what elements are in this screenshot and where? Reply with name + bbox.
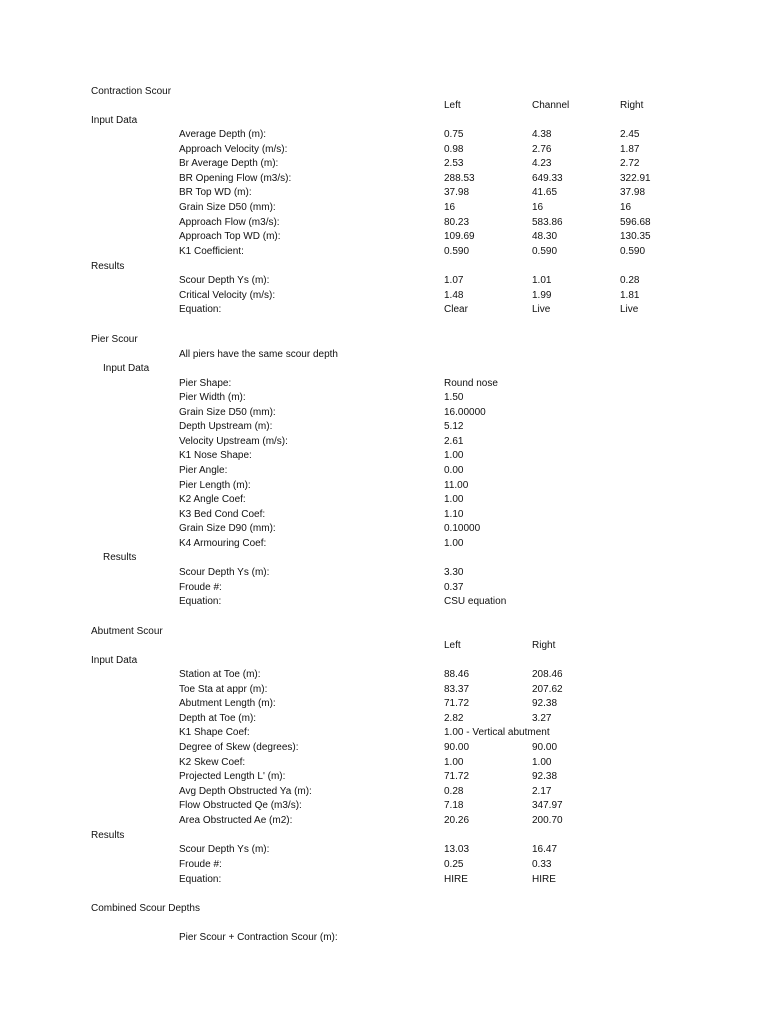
value-left: 20.26 [444, 815, 470, 826]
abutment-title-row [0, 625, 768, 638]
value: 5.12 [444, 421, 464, 432]
value-left: 80.23 [444, 217, 470, 228]
value-right: HIRE [532, 874, 556, 885]
input-data-label: Input Data [91, 115, 138, 126]
value: 1.00 [444, 450, 464, 461]
data-row [0, 479, 768, 492]
data-row [0, 712, 768, 725]
value-left: 7.18 [444, 800, 464, 811]
value-right: 1.81 [620, 290, 640, 301]
data-row [0, 435, 768, 448]
value-left: 90.00 [444, 742, 470, 753]
field-label: Approach Velocity (m/s): [179, 144, 288, 155]
field-label: Scour Depth Ys (m): [179, 844, 270, 855]
field-label: Depth at Toe (m): [179, 713, 257, 724]
value: 1.00 [444, 494, 464, 505]
column-header-left: Left [444, 100, 461, 111]
value-right: 2.45 [620, 129, 640, 140]
data-row [0, 143, 768, 156]
value-channel: 583.86 [532, 217, 563, 228]
value-left: 88.46 [444, 669, 470, 680]
field-label: Pier Shape: [179, 378, 232, 389]
value-left: 0.28 [444, 786, 464, 797]
contraction-title-row [0, 85, 768, 98]
field-label: Grain Size D50 (mm): [179, 407, 276, 418]
field-label: Depth Upstream (m): [179, 421, 273, 432]
data-row [0, 566, 768, 579]
pier-input-label-row [0, 362, 768, 375]
value-left: 13.03 [444, 844, 470, 855]
field-label: Br Average Depth (m): [179, 158, 279, 169]
value-right: 0.590 [620, 246, 646, 257]
data-row [0, 785, 768, 798]
field-label: Scour Depth Ys (m): [179, 567, 270, 578]
field-label: K1 Coefficient: [179, 246, 244, 257]
field-label: Pier Scour + Contraction Scour (m): [179, 932, 338, 943]
value-left: HIRE [444, 874, 468, 885]
contraction-results-label-row [0, 260, 768, 273]
data-row [0, 581, 768, 594]
data-row [0, 464, 768, 477]
data-row [0, 245, 768, 258]
value-channel: 1.01 [532, 275, 552, 286]
field-label: Froude #: [179, 859, 222, 870]
field-label: Critical Velocity (m/s): [179, 290, 276, 301]
data-row [0, 799, 768, 812]
results-label: Results [91, 261, 125, 272]
value-left: 0.75 [444, 129, 464, 140]
value: 16.00000 [444, 407, 486, 418]
input-data-label: Input Data [91, 655, 138, 666]
data-row [0, 303, 768, 316]
field-label: Avg Depth Obstructed Ya (m): [179, 786, 312, 797]
value-right: Live [620, 304, 639, 315]
field-label: Grain Size D50 (mm): [179, 202, 276, 213]
field-label: Equation: [179, 596, 222, 607]
field-label: BR Opening Flow (m3/s): [179, 173, 292, 184]
data-row [0, 508, 768, 521]
field-label: Pier Width (m): [179, 392, 246, 403]
field-label: Grain Size D90 (mm): [179, 523, 276, 534]
value-right: 1.00 [532, 757, 552, 768]
value-left: 37.98 [444, 187, 470, 198]
value-right: 200.70 [532, 815, 563, 826]
value-left: 0.98 [444, 144, 464, 155]
value-left: 0.25 [444, 859, 464, 870]
value-channel: 0.590 [532, 246, 558, 257]
field-label: Abutment Length (m): [179, 698, 276, 709]
value: Round nose [444, 378, 498, 389]
value-right: 207.62 [532, 684, 563, 695]
data-row [0, 726, 768, 739]
value-right: 1.87 [620, 144, 640, 155]
value-right: 208.46 [532, 669, 563, 680]
value-channel: 41.65 [532, 187, 558, 198]
column-header-right: Right [532, 640, 556, 651]
data-row [0, 741, 768, 754]
contraction-input-label-row [0, 114, 768, 127]
value-left: 1.48 [444, 290, 464, 301]
field-label: Equation: [179, 304, 222, 315]
field-label: Average Depth (m): [179, 129, 267, 140]
value-left: 109.69 [444, 231, 475, 242]
data-row [0, 230, 768, 243]
data-row [0, 595, 768, 608]
value-left: 2.82 [444, 713, 464, 724]
value-left: 0.590 [444, 246, 470, 257]
field-label: Equation: [179, 874, 222, 885]
combined-title-row [0, 902, 768, 915]
data-row [0, 537, 768, 550]
value: 0.00 [444, 465, 464, 476]
value-right: 2.17 [532, 786, 552, 797]
data-row [0, 377, 768, 390]
results-label: Results [103, 552, 137, 563]
data-row [0, 216, 768, 229]
value-right: 130.35 [620, 231, 651, 242]
pier-note-row [0, 348, 768, 361]
value-right: 16.47 [532, 844, 558, 855]
data-row [0, 128, 768, 141]
field-label: Scour Depth Ys (m): [179, 275, 270, 286]
value: 1.10 [444, 509, 464, 520]
data-row [0, 843, 768, 856]
data-row [0, 756, 768, 769]
section-title: Abutment Scour [91, 626, 163, 637]
field-label: Area Obstructed Ae (m2): [179, 815, 293, 826]
value: 3.30 [444, 567, 464, 578]
data-row [0, 668, 768, 681]
abutment-header-row [0, 639, 768, 652]
value-left: 71.72 [444, 698, 470, 709]
data-row [0, 697, 768, 710]
value-left: 1.00 - Vertical abutment [444, 727, 550, 738]
value-right: 92.38 [532, 771, 558, 782]
value-left: 2.53 [444, 158, 464, 169]
contraction-header-row [0, 99, 768, 112]
data-row [0, 449, 768, 462]
field-label: Approach Top WD (m): [179, 231, 281, 242]
value-channel: 16 [532, 202, 544, 213]
field-label: K1 Nose Shape: [179, 450, 252, 461]
data-row [0, 186, 768, 199]
value: 0.10000 [444, 523, 481, 534]
data-row [0, 770, 768, 783]
field-label: Froude #: [179, 582, 222, 593]
value: 1.00 [444, 538, 464, 549]
data-row [0, 493, 768, 506]
abutment-results-label-row [0, 829, 768, 842]
abutment-input-label-row [0, 654, 768, 667]
value-channel: 1.99 [532, 290, 552, 301]
value-right: 2.72 [620, 158, 640, 169]
value-left: 71.72 [444, 771, 470, 782]
pier-note: All piers have the same scour depth [179, 349, 338, 360]
value-channel: 649.33 [532, 173, 563, 184]
value-channel: 4.23 [532, 158, 552, 169]
value: 1.50 [444, 392, 464, 403]
column-header-right: Right [620, 100, 644, 111]
section-title: Combined Scour Depths [91, 903, 200, 914]
value: 0.37 [444, 582, 464, 593]
data-row [0, 683, 768, 696]
field-label: K2 Skew Coef: [179, 757, 246, 768]
field-label: Velocity Upstream (m/s): [179, 436, 288, 447]
data-row [0, 201, 768, 214]
pier-results-label-row [0, 551, 768, 564]
data-row [0, 420, 768, 433]
field-label: Pier Angle: [179, 465, 228, 476]
field-label: K2 Angle Coef: [179, 494, 246, 505]
value: CSU equation [444, 596, 507, 607]
data-row [0, 522, 768, 535]
field-label: Degree of Skew (degrees): [179, 742, 299, 753]
data-row [0, 391, 768, 404]
column-header-channel: Channel [532, 100, 570, 111]
value-right: 92.38 [532, 698, 558, 709]
value-channel: 2.76 [532, 144, 552, 155]
pier-title-row [0, 333, 768, 346]
column-header-left: Left [444, 640, 461, 651]
value-right: 90.00 [532, 742, 558, 753]
field-label: Projected Length L' (m): [179, 771, 286, 782]
value-left: 288.53 [444, 173, 475, 184]
value-right: 3.27 [532, 713, 552, 724]
data-row [0, 289, 768, 302]
field-label: Station at Toe (m): [179, 669, 261, 680]
value: 2.61 [444, 436, 464, 447]
value-right: 347.97 [532, 800, 563, 811]
value-right: 0.33 [532, 859, 552, 870]
field-label: K1 Shape Coef: [179, 727, 250, 738]
section-title: Pier Scour [91, 334, 138, 345]
value-right: 37.98 [620, 187, 646, 198]
value: 11.00 [444, 480, 469, 491]
data-row [0, 274, 768, 287]
field-label: K3 Bed Cond Coef: [179, 509, 266, 520]
field-label: K4 Armouring Coef: [179, 538, 267, 549]
value-right: 322.91 [620, 173, 651, 184]
data-row [0, 858, 768, 871]
results-label: Results [91, 830, 125, 841]
data-row [0, 157, 768, 170]
data-row [0, 814, 768, 827]
value-right: 16 [620, 202, 632, 213]
input-data-label: Input Data [103, 363, 150, 374]
field-label: Pier Length (m): [179, 480, 251, 491]
field-label: BR Top WD (m): [179, 187, 252, 198]
value-left: 83.37 [444, 684, 470, 695]
data-row [0, 931, 768, 944]
section-title: Contraction Scour [91, 86, 172, 97]
data-row [0, 406, 768, 419]
data-row [0, 172, 768, 185]
data-row [0, 873, 768, 886]
value-right: 0.28 [620, 275, 640, 286]
value-channel: 4.38 [532, 129, 552, 140]
value-right: 596.68 [620, 217, 651, 228]
field-label: Approach Flow (m3/s): [179, 217, 280, 228]
value-channel: Live [532, 304, 551, 315]
value-left: 1.00 [444, 757, 464, 768]
field-label: Toe Sta at appr (m): [179, 684, 268, 695]
value-left: 16 [444, 202, 456, 213]
value-channel: 48.30 [532, 231, 558, 242]
value-left: Clear [444, 304, 468, 315]
value-left: 1.07 [444, 275, 464, 286]
field-label: Flow Obstructed Qe (m3/s): [179, 800, 302, 811]
